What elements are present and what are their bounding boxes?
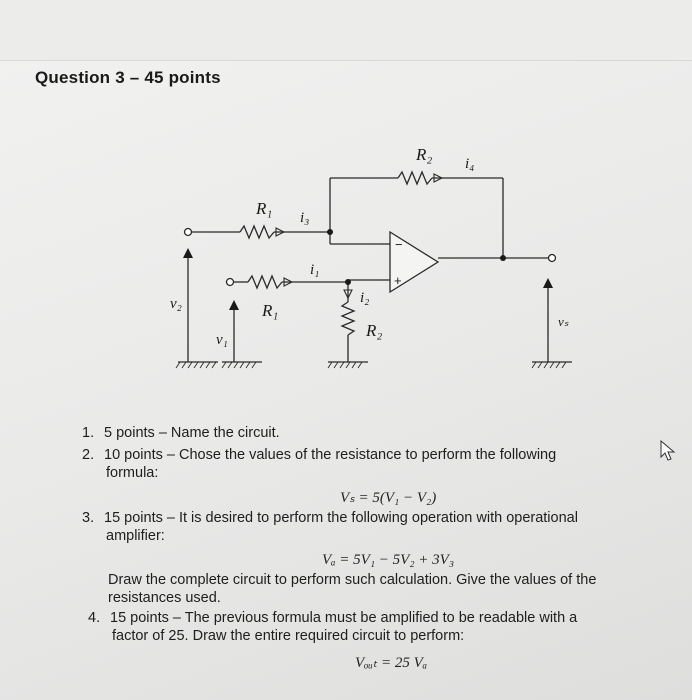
r1-top-resistor <box>240 226 274 238</box>
list-item-continuation: Draw the complete circuit to perform such calculation. Give the values of the <box>108 572 597 588</box>
r1-top-label: R₁ <box>256 199 273 218</box>
mouse-cursor-icon <box>660 440 676 462</box>
vs-label: vₛ <box>558 314 569 329</box>
op-amp-circuit-diagram <box>170 140 590 375</box>
v1-label: v₁ <box>216 332 228 348</box>
list-item-continuation: factor of 25. Draw the entire required circuit to perform: <box>112 628 465 644</box>
list-item-continuation: formula: <box>106 465 159 481</box>
noninverting-sign: + <box>394 273 402 288</box>
question-title: Question 3 – 45 points <box>35 68 221 87</box>
list-item-continuation: amplifier: <box>106 528 165 544</box>
vs-arrow <box>543 278 553 288</box>
list-item: 1. 5 points – Name the circuit. <box>82 425 280 441</box>
v2-arrow <box>183 248 193 258</box>
top-band <box>0 0 692 61</box>
i1-label: i₁ <box>310 262 320 278</box>
v1-terminal <box>227 279 234 286</box>
formula-va: Vₐ = 5V₁ − 5V₂ + 3V₃ <box>322 552 455 568</box>
r2-feedback-resistor <box>398 172 432 184</box>
v2-terminal <box>185 229 192 236</box>
list-item-continuation: resistances used. <box>108 590 221 606</box>
formula-vs: Vₛ = 5(V₁ − V₂) <box>340 490 437 506</box>
r2-top-label: R₂ <box>416 145 433 164</box>
list-item: 2. 10 points – Chose the values of the resistance to perform the following <box>82 447 557 463</box>
r2-bottom-label: R₂ <box>366 321 383 340</box>
v1-arrow <box>229 300 239 310</box>
i2-label: i₂ <box>360 290 370 306</box>
vs-terminal <box>549 255 556 262</box>
list-item: 4. 15 points – The previous formula must be amplified to be readable with a <box>88 610 578 626</box>
inverting-sign: − <box>395 237 403 252</box>
list-item: 3. 15 points – It is desired to perform the following operation with operational <box>82 510 578 526</box>
r2-ground-resistor <box>342 302 354 335</box>
v2-label: v₂ <box>170 296 182 312</box>
r1-bottom-label: R₁ <box>262 301 279 320</box>
i3-label: i₃ <box>300 210 310 226</box>
formula-vout: Vₒᵤₜ = 25 Vₐ <box>355 655 428 671</box>
i4-label: i₄ <box>465 156 475 172</box>
r1-bottom-resistor <box>248 276 282 288</box>
